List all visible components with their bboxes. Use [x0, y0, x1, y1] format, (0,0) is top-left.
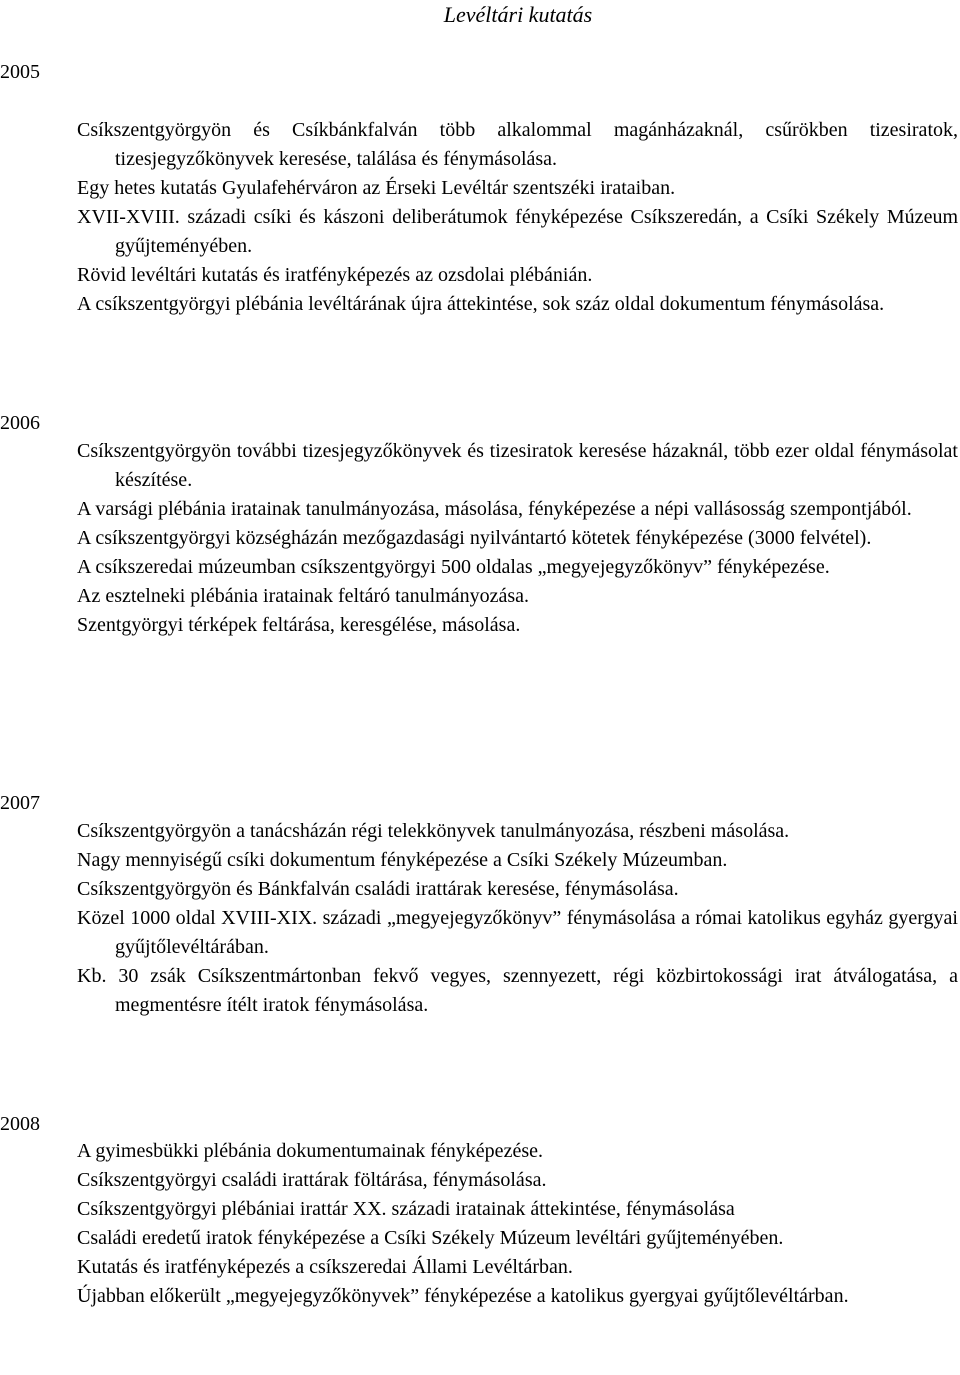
entry-list: [77, 817, 958, 1020]
list-item: A csíkszeredai múzeumban csíkszentgyörgyi 500 oldalas „megyejegyzőkönyv” fényképezése.: [77, 556, 830, 578]
list-item: Kb. 30 zsák Csíkszentmártonban fekvő vegyes, szennyezett, régi közbirtokossági irat átválogatása, a megmentésre ítélt iratok fénymásolása.: [77, 965, 958, 1016]
list-item: Csíkszentgyörgyön további tizesjegyzőkönyvek és tizesiratok keresése házaknál, több ezer oldal fénymásolat készítése.: [77, 440, 958, 491]
entry-list: [77, 437, 958, 640]
list-item: A csíkszentgyörgyi községházán mezőgazdasági nyilvántartó kötetek fényképezése (3000 felvétel).: [77, 527, 872, 549]
list-item: A gyimesbükki plébánia dokumentumainak fényképezése.: [77, 1140, 543, 1162]
list-item: A varsági plébánia iratainak tanulmányozása, másolása, fényképezése a népi vallásosság szempontjából.: [77, 498, 912, 520]
list-item: Rövid levéltári kutatás és iratfényképezés az ozsdolai plébánián.: [77, 264, 593, 286]
entry-list: [77, 116, 958, 319]
list-item: Kutatás és iratfényképezés a csíkszeredai Állami Levéltárban.: [77, 1256, 573, 1278]
list-item: XVII-XVIII. századi csíki és kászoni deliberátumok fényképezése Csíkszeredán, a Csíki Székely Múzeum gyűjteményében.: [77, 206, 958, 257]
list-item: Újabban előkerült „megyejegyzőkönyvek” fényképezése a katolikus gyergyai gyűjtőlevéltárban.: [77, 1285, 849, 1307]
list-item: Csíkszentgyörgyi plébániai irattár XX. századi iratainak áttekintése, fénymásolása: [77, 1198, 735, 1220]
list-item: Nagy mennyiségű csíki dokumentum fényképezése a Csíki Székely Múzeumban.: [77, 849, 728, 871]
list-item: Egy hetes kutatás Gyulafehérváron az Érseki Levéltár szentszéki irataiban.: [77, 177, 676, 199]
list-item: Családi eredetű iratok fényképezése a Csíki Székely Múzeum levéltári gyűjteményében.: [77, 1227, 784, 1249]
year-heading: 2006: [0, 412, 40, 434]
list-item: Az esztelneki plébánia iratainak feltáró tanulmányozása.: [77, 585, 530, 607]
list-item: Csíkszentgyörgyön a tanácsházán régi telekkönyvek tanulmányozása, részbeni másolása.: [77, 820, 790, 842]
list-item: Csíkszentgyörgyön és Csíkbánkfalván több alkalommal magánházaknál, csűrökben tizesiratok, tizesjegyzőkönyvek keresése, találása és fénymásolása.: [77, 119, 958, 170]
list-item: Csíkszentgyörgyön és Bánkfalván családi irattárak keresése, fénymásolása.: [77, 878, 679, 900]
list-item: Szentgyörgyi térképek feltárása, keresgélése, másolása.: [77, 614, 521, 636]
year-heading: 2008: [0, 1113, 40, 1135]
list-item: A csíkszentgyörgyi plébánia levéltárának újra áttekintése, sok száz oldal dokumentum fénymásolása.: [77, 293, 885, 315]
page-title: Levéltári kutatás: [443, 2, 593, 27]
year-heading: 2005: [0, 61, 40, 83]
entry-list: [77, 1137, 958, 1311]
year-heading: 2007: [0, 792, 40, 814]
list-item: Közel 1000 oldal XVIII-XIX. századi „megyejegyzőkönyv” fénymásolása a római katolikus egyház gyergyai gyűjtőlevéltárában.: [77, 907, 958, 958]
list-item: Csíkszentgyörgyi családi irattárak föltárása, fénymásolása.: [77, 1169, 547, 1191]
